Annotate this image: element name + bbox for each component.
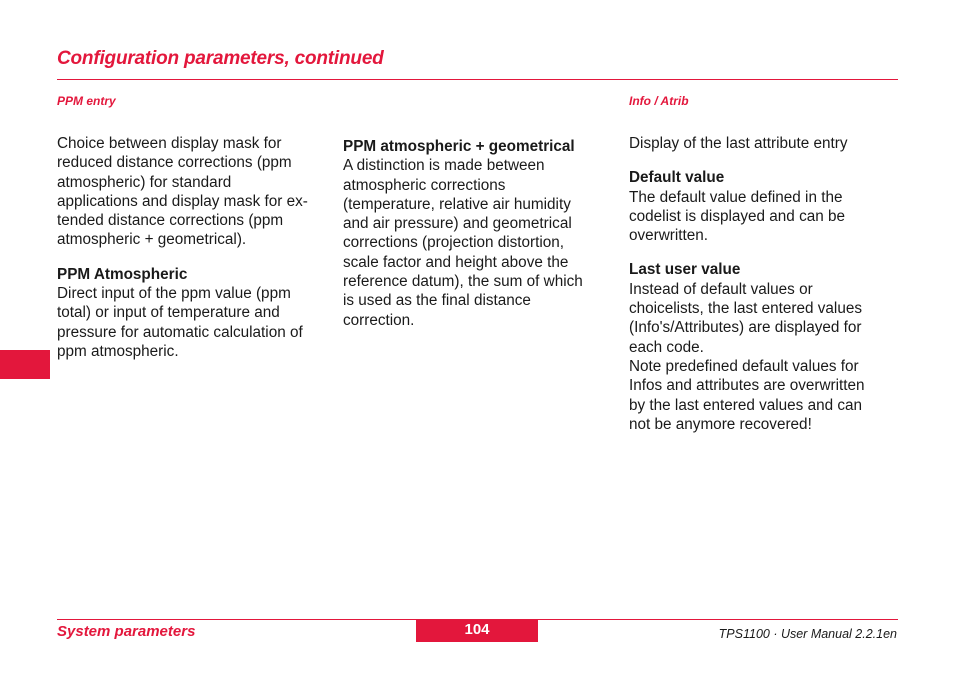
- ppm-geometrical-heading: PPM atmospheric + geometrical: [343, 138, 575, 155]
- last-user-value-line: each code.: [629, 338, 704, 356]
- ppm-geometrical-line: A distinction is made between: [343, 157, 545, 175]
- ppm-geometrical-line: is used as the final distance: [343, 292, 531, 310]
- ppm-intro-line: applications and display mask for ex-: [57, 192, 308, 210]
- middle-column: [343, 137, 613, 330]
- last-user-value-line: Note predefined default values for: [629, 357, 859, 375]
- ppm-geometrical-line: reference datum), the sum of which: [343, 273, 583, 291]
- last-user-value-line: not be anymore recovered!: [629, 415, 812, 433]
- default-value-heading: Default value: [629, 169, 725, 187]
- last-user-value-line: choicelists, the last entered values: [629, 300, 862, 318]
- chapter-tab-marker: [0, 350, 50, 379]
- last-user-value-heading: Last user value: [629, 261, 741, 279]
- last-user-value-line: Instead of default values or: [629, 280, 813, 298]
- ppm-intro-line: tended distance corrections (ppm: [57, 212, 284, 230]
- last-user-value-line: Infos and attributes are overwritten: [629, 377, 865, 395]
- footer-manual-title: TPS1100 · User Manual 2.2.1en: [718, 627, 897, 641]
- ppm-atmospheric-line: ppm atmospheric.: [57, 342, 179, 360]
- last-user-value-line: by the last entered values and can: [629, 396, 863, 414]
- ppm-intro-line: Choice between display mask for: [57, 135, 282, 152]
- page-number: 104: [416, 619, 538, 642]
- footer-section-title: System parameters: [57, 623, 196, 640]
- ppm-atmospheric-heading: PPM Atmospheric: [57, 265, 188, 283]
- ppm-intro-line: atmospheric + geometrical).: [57, 231, 247, 249]
- default-value-line: The default value defined in the: [629, 188, 843, 206]
- default-value-line: codelist is displayed and can be: [629, 207, 845, 225]
- ppm-intro-line: atmospheric) for standard: [57, 173, 232, 191]
- right-column: [629, 134, 891, 434]
- info-intro: Display of the last attribute entry: [629, 135, 848, 152]
- default-value-line: overwritten.: [629, 227, 709, 245]
- ppm-geometrical-line: corrections (projection distortion,: [343, 234, 565, 252]
- ppm-geometrical-line: and air pressure) and geometrical: [343, 215, 572, 233]
- left-column: [57, 134, 332, 361]
- ppm-geometrical-line: scale factor and height above the: [343, 253, 569, 271]
- subtitle-ppm-entry: PPM entry: [57, 94, 116, 108]
- ppm-atmospheric-line: Direct input of the ppm value (ppm: [57, 285, 291, 303]
- ppm-atmospheric-line: pressure for automatic calculation of: [57, 323, 303, 341]
- ppm-geometrical-line: correction.: [343, 311, 415, 329]
- ppm-geometrical-line: atmospheric corrections: [343, 176, 506, 194]
- ppm-intro-line: reduced distance corrections (ppm: [57, 154, 292, 172]
- header-divider: [57, 79, 898, 80]
- last-user-value-line: (Info's/Attributes) are displayed for: [629, 319, 862, 337]
- subtitle-info-atrib: Info / Atrib: [629, 94, 689, 108]
- page-title: Configuration parameters, continued: [57, 48, 384, 69]
- ppm-atmospheric-line: total) or input of temperature and: [57, 304, 280, 322]
- ppm-geometrical-line: (temperature, relative air humidity: [343, 195, 571, 213]
